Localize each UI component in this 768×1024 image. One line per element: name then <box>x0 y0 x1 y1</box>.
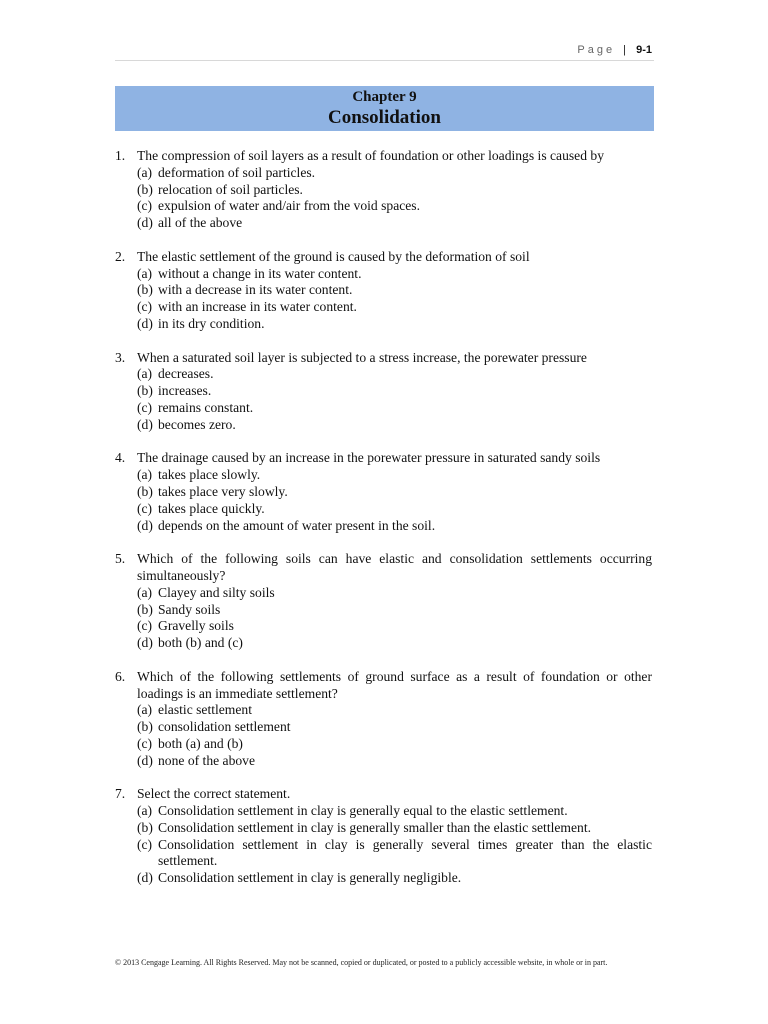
answer-option <box>137 484 652 501</box>
option-letter: (d) <box>137 635 153 651</box>
option-text: deformation of soil particles. <box>158 164 316 180</box>
option-text: Gravelly soils <box>158 618 234 634</box>
option-text: remains constant. <box>158 399 254 415</box>
answer-option <box>137 299 652 316</box>
option-letter: (b) <box>137 719 153 735</box>
answer-option <box>137 635 652 652</box>
question-number: 7. <box>115 786 126 802</box>
option-letter: (c) <box>137 299 153 315</box>
option-text: becomes zero. <box>158 416 236 432</box>
option-text: both (b) and (c) <box>158 635 243 651</box>
question-item <box>115 551 652 652</box>
answer-option <box>137 215 652 232</box>
answer-option <box>137 366 652 383</box>
answer-option <box>137 266 652 283</box>
page-header <box>577 44 652 56</box>
option-text: Consolidation settlement in clay is generally negligible. <box>158 870 462 886</box>
question-stem: Which of the following soils can have elastic and consolidation settlements occurring simultaneously? <box>137 551 652 583</box>
question-item <box>115 669 652 770</box>
answer-option <box>137 618 652 635</box>
header-divider <box>115 60 654 61</box>
option-letter: (a) <box>137 164 153 180</box>
question-item <box>115 249 652 333</box>
answer-option <box>137 803 652 820</box>
option-letter: (d) <box>137 517 153 533</box>
option-letter: (c) <box>137 618 153 634</box>
option-letter: (a) <box>137 366 153 382</box>
option-text: increases. <box>158 383 212 399</box>
option-text: with a decrease in its water content. <box>158 282 353 298</box>
question-number: 4. <box>115 450 126 466</box>
question-item <box>115 350 652 434</box>
option-letter: (b) <box>137 181 153 197</box>
option-text: with an increase in its water content. <box>158 299 357 315</box>
question-item <box>115 450 652 534</box>
answer-option <box>137 602 652 619</box>
question-number: 1. <box>115 148 126 163</box>
option-text: consolidation settlement <box>158 719 291 735</box>
question-stem: The drainage caused by an increase in the porewater pressure in saturated sandy soils <box>137 450 601 466</box>
question-number: 6. <box>115 668 126 684</box>
answer-option <box>137 400 652 417</box>
option-letter: (d) <box>137 870 153 886</box>
option-text: takes place very slowly. <box>158 483 288 499</box>
question-number: 2. <box>115 248 126 264</box>
chapter-title: Consolidation <box>328 107 441 128</box>
question-stem: Select the correct statement. <box>137 786 291 802</box>
option-text: elastic settlement <box>158 702 252 718</box>
question-stem: The elastic settlement of the ground is caused by the deformation of soil <box>137 248 530 264</box>
question-stem: Which of the following settlements of ground surface as a result of foundation or other loadings is an immediate settlement? <box>137 668 652 701</box>
answer-option <box>137 870 652 887</box>
page-label: Page <box>577 44 616 56</box>
option-letter: (c) <box>137 198 153 214</box>
option-letter: (c) <box>137 735 153 751</box>
answer-option <box>137 736 652 753</box>
option-text: Consolidation settlement in clay is generally equal to the elastic settlement. <box>158 803 568 819</box>
option-letter: (a) <box>137 803 153 819</box>
option-text: relocation of soil particles. <box>158 181 303 197</box>
answer-option <box>137 702 652 719</box>
option-text: takes place quickly. <box>158 500 265 516</box>
option-text: all of the above <box>158 215 243 231</box>
option-letter: (d) <box>137 752 153 768</box>
option-text: Clayey and silty soils <box>158 584 275 600</box>
chapter-banner <box>115 86 654 131</box>
question-list <box>115 148 652 904</box>
option-text: expulsion of water and/air from the void spaces. <box>158 198 420 214</box>
answer-option <box>137 282 652 299</box>
answer-option <box>137 417 652 434</box>
answer-option <box>137 501 652 518</box>
option-letter: (c) <box>137 500 153 516</box>
question-stem: When a saturated soil layer is subjected to a stress increase, the porewater pressure <box>137 349 587 365</box>
answer-option <box>137 182 652 199</box>
question-number: 3. <box>115 349 126 365</box>
option-letter: (d) <box>137 416 153 432</box>
answer-option <box>137 383 652 400</box>
option-text: none of the above <box>158 752 256 768</box>
option-letter: (a) <box>137 467 153 483</box>
question-item <box>115 786 652 887</box>
option-letter: (d) <box>137 315 153 331</box>
option-text: Consolidation settlement in clay is generally several times greater than the elastic settlement. <box>158 836 652 869</box>
copyright-notice: © 2013 Cengage Learning. All Rights Reserved. May not be scanned, copied or duplicated, or posted to a publicly accessible website, in whole or in part. <box>115 958 608 967</box>
option-text: without a change in its water content. <box>158 265 362 281</box>
answer-option <box>137 165 652 182</box>
question-stem: The compression of soil layers as a result of foundation or other loadings is caused by <box>137 148 604 163</box>
option-text: both (a) and (b) <box>158 735 243 751</box>
option-letter: (a) <box>137 584 153 600</box>
option-letter: (b) <box>137 819 153 835</box>
option-letter: (a) <box>137 702 153 718</box>
option-letter: (c) <box>137 836 153 852</box>
question-number: 5. <box>115 551 126 567</box>
option-text: depends on the amount of water present in the soil. <box>158 517 436 533</box>
answer-option <box>137 753 652 770</box>
option-text: Sandy soils <box>158 601 221 617</box>
answer-option <box>137 837 652 871</box>
answer-option <box>137 316 652 333</box>
option-letter: (b) <box>137 383 153 399</box>
option-text: takes place slowly. <box>158 467 261 483</box>
question-item <box>115 148 652 232</box>
page-separator: | <box>623 44 627 56</box>
option-letter: (b) <box>137 282 153 298</box>
option-letter: (d) <box>137 215 153 231</box>
option-letter: (b) <box>137 483 153 499</box>
option-letter: (a) <box>137 265 153 281</box>
chapter-number: Chapter 9 <box>352 89 417 105</box>
answer-option <box>137 585 652 602</box>
option-text: in its dry condition. <box>158 315 265 331</box>
option-letter: (b) <box>137 601 153 617</box>
answer-option <box>137 467 652 484</box>
option-text: decreases. <box>158 366 214 382</box>
answer-option <box>137 518 652 535</box>
answer-option <box>137 198 652 215</box>
option-text: Consolidation settlement in clay is generally smaller than the elastic settlement. <box>158 819 591 835</box>
answer-option <box>137 719 652 736</box>
page-number: 9-1 <box>636 44 652 56</box>
answer-option <box>137 820 652 837</box>
option-letter: (c) <box>137 399 153 415</box>
